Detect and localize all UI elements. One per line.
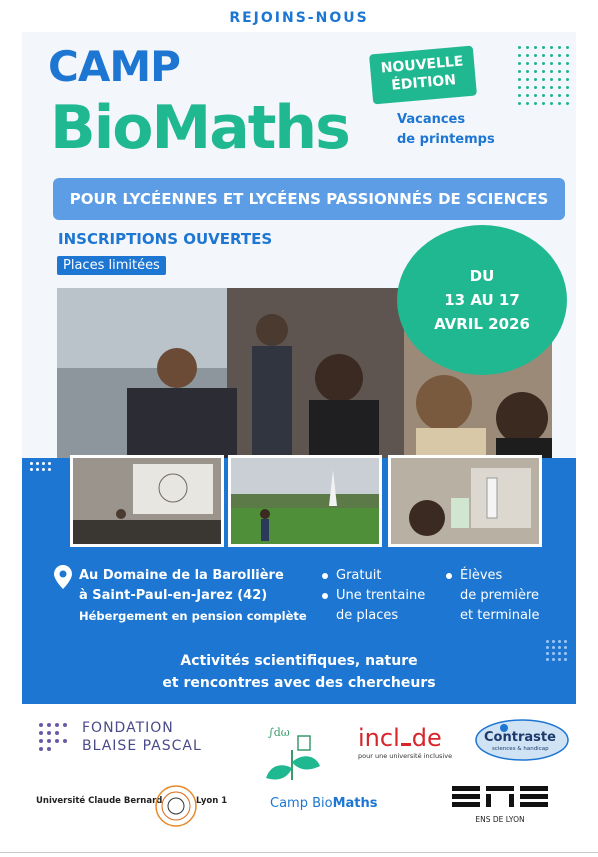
dates-circle [397,225,567,375]
location-pin-icon [54,565,72,593]
fondation-dots-icon [38,722,72,752]
thumb-rocket-illustration [231,458,379,544]
activities-text [22,650,576,694]
location-line2: à Saint-Paul-en-Jarez (42) [79,588,268,603]
contraste-text: Contraste [484,730,556,745]
panel-dots-right-icon [546,640,570,664]
registration-status: INSCRIPTIONS OUVERTES [58,230,273,248]
ens-wordmark-icon [452,786,548,808]
feature-terminale: et terminale [460,608,540,623]
limited-places-tag: Places limitées [57,256,166,275]
camp-biomaths-logo [262,722,378,811]
footer-divider [0,852,598,853]
feature-eleves: Élèves [460,568,503,583]
thumb-lab-illustration [391,458,539,544]
fondation-line2: BLAISE PASCAL [82,738,202,754]
features-col2 [446,566,540,626]
feature-premiere: de première [460,588,540,603]
ucbl-left-text: Université Claude Bernard [36,796,163,806]
dates-line1: DU [469,267,495,285]
panel-dots-left-icon [30,462,54,474]
contraste-sub: sciences & handicap [492,746,549,752]
include-u-icon [401,725,411,746]
thumb-lab [388,455,542,547]
svg-text:∫dω: ∫dω [268,726,290,739]
badge-line1: NOUVELLE [380,53,465,77]
bullet-icon [446,573,452,579]
include-start: incl [358,724,400,752]
feature-trentaine: Une trentaine [336,588,426,603]
camp-logo-text [270,796,378,811]
period-line1: Vacances [397,112,466,127]
main-photo-illustration [57,288,404,470]
include-sub: pour une université inclusive [358,752,453,760]
include-logo [358,724,452,760]
feature-places: de places [336,608,399,623]
dot-pattern-icon [518,46,574,110]
title-biomaths: BioMaths [50,93,349,163]
bullet-icon [322,593,328,599]
camp-logo-prefix: Camp Bio [270,796,333,811]
thumb-conference [70,455,224,547]
include-end: de [411,724,442,752]
badge-line2: ÉDITION [390,72,457,94]
ens-text: ENS DE LYON [475,815,525,824]
ens-logo [452,786,548,824]
dates-line2: 13 AU 17 [444,291,520,309]
camp-logo-suffix: Maths [332,796,378,811]
thumb-conference-illustration [73,458,221,544]
period-text [397,110,495,150]
bullet-icon [322,573,328,579]
contraste-logo [474,716,570,762]
activities-line1: Activités scientifiques, nature [180,653,418,669]
feature-gratuit: Gratuit [336,568,382,583]
title-camp: CAMP [48,42,180,91]
thumb-rocket [228,455,382,547]
period-line2: de printemps [397,132,495,147]
location-line3: Hébergement en pension complète [79,609,307,623]
features-col1 [322,566,425,626]
ucbl-right-text: Lyon 1 [196,796,228,806]
dates-line3: AVRIL 2026 [434,315,530,333]
location-line1: Au Domaine de la Barollière [79,568,284,583]
new-edition-badge [369,46,477,105]
include-wordmark [358,724,452,752]
ucbl-emblem-icon [154,784,198,828]
header-rejoins: REJOINS-NOUS [229,10,369,26]
audience-banner: POUR LYCÉENNES ET LYCÉENS PASSIONNÉS DE SCIENCES [53,178,565,220]
main-photo [57,288,404,470]
location-block [79,566,307,626]
fondation-line1: FONDATION [82,720,174,736]
activities-line2: et rencontres avec des chercheurs [162,675,436,691]
camp-biomaths-plant-icon [262,722,322,794]
